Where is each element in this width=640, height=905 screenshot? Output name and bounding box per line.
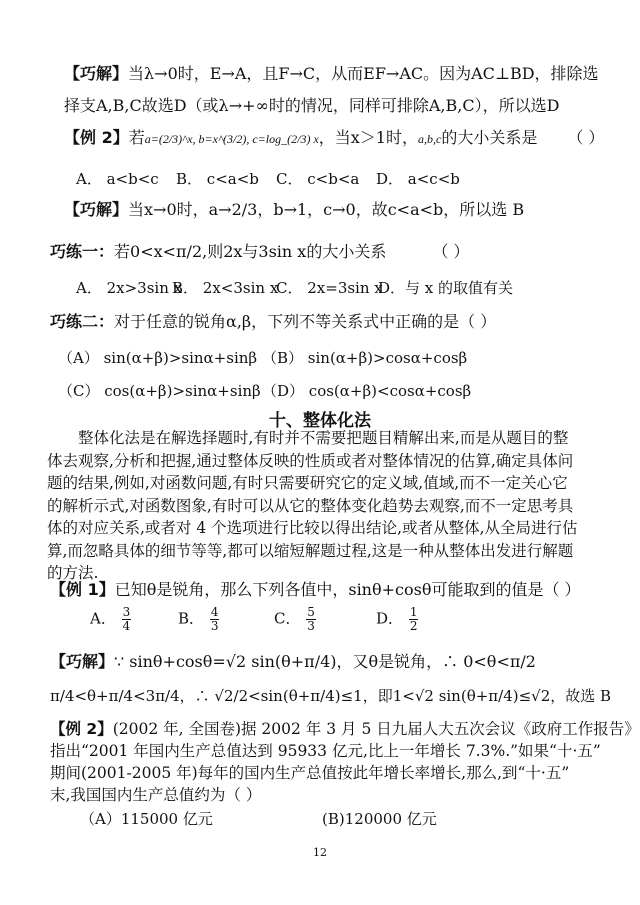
- example-2b-line-4: 末,我国国内生产总值约为（ ）: [50, 786, 262, 804]
- practice-1-line: [50, 242, 469, 262]
- option-c: （C） cos(α+β)>sinα+sinβ: [58, 382, 261, 400]
- option-a: A． 2x>3sin x: [76, 279, 183, 297]
- option-fraction: [210, 606, 220, 633]
- section-paragraph: [47, 427, 617, 585]
- option-b: （B） sin(α+β)>cosα+cosβ: [262, 349, 468, 367]
- denominator: 3: [307, 619, 315, 633]
- option-b: B． 2x<3sin x: [172, 279, 279, 297]
- option-label: D．: [376, 609, 404, 628]
- example-tag: 【例 1】: [50, 580, 115, 599]
- option-b: B． c<a<b: [176, 170, 259, 188]
- denominator: 2: [409, 619, 418, 633]
- option-a: A． a<b<c: [76, 170, 159, 188]
- numerator: 3: [122, 605, 131, 619]
- example-1-line: [50, 580, 581, 600]
- option-b: (B)120000 亿元: [322, 810, 437, 828]
- option-fraction: [409, 606, 419, 633]
- option-d: D．与 x 的取值有关: [378, 279, 514, 297]
- option-c: [274, 606, 317, 633]
- solution-line-2: [64, 96, 559, 116]
- page-number: 12: [313, 846, 327, 859]
- practice-2-line: [50, 312, 496, 332]
- option-label: B．: [178, 609, 205, 628]
- option-label: C．: [274, 609, 301, 628]
- option-c: C． 2x=3sin x: [276, 279, 383, 297]
- solution-text: π/4<θ+π/4<3π/4，∴ √2/2<sin(θ+π/4)≤1，即1<√2 sin(θ+π/4)≤√2，故选 B: [50, 687, 612, 705]
- example-2b-line-1: [50, 719, 640, 739]
- example-formula: a=(2/3)^x, b=x^(3/2), c=log_(2/3) x: [144, 132, 319, 146]
- numerator: 5: [307, 605, 315, 619]
- example-tag: 【例 2】: [50, 720, 113, 738]
- paragraph-line: 题的结果,例如,对函数问题,有时只需要研究它的定义域,值域,而不一定关心它: [47, 474, 568, 492]
- solution-tag: 【巧解】: [50, 652, 115, 671]
- option-label: A．: [90, 609, 116, 628]
- option-a: （A） sin(α+β)>sinα+sinβ: [58, 349, 258, 367]
- example-text: (2002 年, 全国卷)据 2002 年 3 月 5 日九届人大五次会议《政府工作报告》: [112, 720, 640, 738]
- option-fraction: [306, 606, 316, 633]
- practice-tag: 巧练二：: [50, 312, 115, 331]
- denominator: 3: [210, 619, 219, 633]
- example-text: ，当x＞1时，: [318, 128, 418, 147]
- practice-text: 若0<x<π/2,则2x与3sin x的大小关系: [114, 242, 387, 261]
- example-text: 已知θ是锐角，那么下列各值中，sinθ+cosθ可能取到的值是（ ）: [114, 580, 581, 599]
- solution-text: 当λ→0时，E→A，且F→C，从而EF→AC。因为AC⊥BD，排除选: [128, 64, 599, 83]
- paragraph-line: 的方法.: [47, 564, 99, 582]
- solution-text: ∵ sinθ+cosθ=√2 sin(θ+π/4)，又θ是锐角，∴ 0<θ<π/2: [114, 652, 536, 671]
- example-2b-line-3: 期间(2001-2005 年)每年的国内生产总值按此年增长率增长,那么,到“十·五”: [50, 764, 570, 782]
- paragraph-line: 整体化法是在解选择题时,有时并不需要把题目精解出来,而是从题目的整: [47, 429, 569, 447]
- denominator: 4: [122, 619, 131, 633]
- paragraph-line: 体去观察,分析和把握,通过整体反映的性质或者对整体情况的估算,确定具体问: [47, 451, 574, 470]
- example-text: 若: [128, 128, 145, 147]
- option-a: （A）115000 亿元: [80, 810, 213, 828]
- numerator: 1: [409, 605, 418, 619]
- solution-text: 当x→0时，a→2/3，b→1，c→0，故c<a<b，所以选 B: [128, 200, 525, 219]
- option-d: D． a<c<b: [376, 170, 460, 188]
- solution-1-line-2: [50, 686, 611, 706]
- answer-paren: （ ）: [432, 242, 470, 261]
- solution-text-cont: 择支A,B,C故选D（或λ→+∞时的情况，同样可排除A,B,C），所以选D: [64, 96, 560, 115]
- paragraph-line: 体的对应关系,或者对 4 个选项进行比较以得出结论,或者从整体,从全局进行估: [47, 519, 578, 537]
- solution-1-line-1: [50, 652, 536, 672]
- option-fraction: [122, 606, 132, 633]
- option-d: [376, 606, 419, 633]
- numerator: 4: [210, 605, 219, 619]
- solution-tag: 【巧解】: [64, 64, 129, 83]
- solution-tag: 【巧解】: [64, 200, 129, 219]
- practice-tag: 巧练一：: [50, 242, 115, 261]
- example-text: 的大小关系是: [441, 128, 538, 147]
- solution-2-line: [64, 200, 524, 220]
- option-b: [178, 606, 220, 633]
- paragraph-line: 的解析示式,对函数图象,有时可以从它的整体变化趋势去观察,而不一定思考具: [47, 496, 574, 515]
- option-d: （D） cos(α+β)<cosα+cosβ: [262, 382, 472, 400]
- solution-line-1: [64, 64, 599, 84]
- example-2b-line-2: 指出“2001 年国内生产总值达到 95933 亿元,比上一年增长 7.3%.”如果“十·五”: [50, 742, 601, 760]
- section-heading: 十、整体化法: [269, 411, 371, 431]
- practice-text: 对于任意的锐角α,β，下列不等关系式中正确的是（ ）: [114, 312, 497, 331]
- answer-paren: （ ）: [567, 128, 605, 147]
- example-tag: 【例 2】: [64, 128, 129, 147]
- option-c: C． c<b<a: [276, 170, 360, 188]
- example-vars: a,b,c: [418, 132, 442, 146]
- paragraph-line: 算,而忽略具体的细节等等,都可以缩短解题过程,这是一种从整体出发进行解题: [47, 541, 574, 560]
- example-2-line: [64, 128, 604, 149]
- option-a: [90, 606, 132, 633]
